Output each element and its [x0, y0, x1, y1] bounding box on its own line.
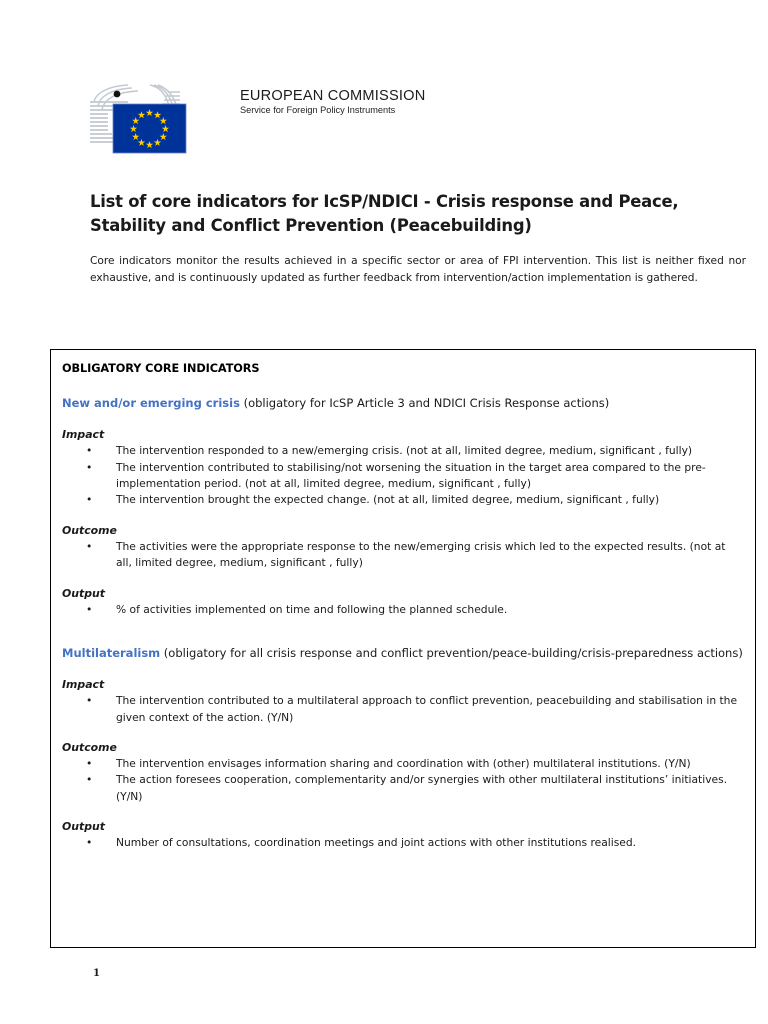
group-impact — [62, 678, 744, 726]
section-title — [62, 395, 744, 412]
indicator-list — [62, 602, 744, 618]
organisation-name: EUROPEAN COMMISSION — [240, 88, 426, 104]
list-item — [62, 492, 744, 508]
eu-flag-icon — [113, 104, 186, 153]
indicator-list — [62, 693, 744, 726]
indicator-text: The action foresees cooperation, complementarity and/or synergies with other multilateral institutions’ initiatives. (Y/N) — [116, 773, 728, 803]
bullet-icon: • — [86, 539, 93, 553]
group-impact — [62, 428, 744, 509]
indicator-list — [62, 835, 744, 851]
level-label: Impact — [62, 678, 105, 692]
european-commission-logo — [88, 82, 233, 154]
level-label: Impact — [62, 428, 105, 442]
level-label: Outcome — [62, 740, 117, 754]
indicator-text: The intervention contributed to a multilateral approach to conflict prevention, peacebuilding and stabilisation in the given context of the action. (Y/N) — [116, 694, 738, 724]
level-label: Output — [62, 586, 105, 600]
section-name: New and/or emerging crisis — [62, 396, 240, 410]
bullet-icon: • — [86, 694, 93, 708]
bullet-icon: • — [86, 773, 93, 787]
list-item — [62, 460, 744, 493]
indicator-list — [62, 539, 744, 572]
indicator-text: The intervention brought the expected change. (not at all, limited degree, medium, significant , fully) — [116, 493, 660, 507]
bullet-icon: • — [86, 756, 93, 770]
indicator-list — [62, 443, 744, 509]
indicator-list — [62, 756, 744, 805]
bullet-icon: • — [86, 460, 93, 474]
indicator-text: The activities were the appropriate response to the new/emerging crisis which led to the expected results. (not at all, limited degree, medium, significant , fully) — [116, 539, 726, 570]
ec-wordmark — [240, 88, 425, 116]
bullet-icon: • — [86, 444, 93, 458]
section-spacer — [62, 633, 744, 645]
group-output — [62, 587, 744, 618]
indicator-text: The intervention envisages information sharing and coordination with (other) multilateral institutions. (Y/N) — [116, 756, 691, 770]
bullet-icon: • — [86, 602, 93, 616]
box-heading: OBLIGATORY CORE INDICATORS — [62, 362, 260, 375]
indicator-text: Number of consultations, coordination meetings and joint actions with other institutions realised. — [116, 836, 637, 849]
service-name: Service for Foreign Policy Instruments — [240, 105, 396, 116]
list-item — [62, 756, 744, 772]
list-item — [62, 602, 744, 618]
indicator-text: The intervention contributed to stabilising/not worsening the situation in the target area compared to the pre-implementation period. (not at all, limited degree, medium, significant , fully) — [116, 460, 706, 490]
list-item — [62, 443, 744, 459]
section-new-emerging-crisis — [62, 395, 744, 618]
logo-dot — [114, 91, 121, 98]
page-title: List of core indicators for IcSP/NDICI - Crisis response and Peace, Stability and Conflict Prevention (Peacebuilding) — [90, 192, 679, 236]
section-title — [62, 645, 744, 662]
list-item — [62, 835, 744, 851]
indicator-text: The intervention responded to a new/emerging crisis. (not at all, limited degree, medium, significant , fully) — [116, 444, 693, 458]
level-label: Outcome — [62, 523, 117, 537]
list-item — [62, 539, 744, 572]
group-outcome — [62, 524, 744, 572]
section-multilateralism — [62, 645, 744, 852]
group-outcome — [62, 741, 744, 805]
section-qualifier: (obligatory for IcSP Article 3 and NDICI Crisis Response actions) — [239, 396, 610, 410]
level-label: Output — [62, 820, 105, 833]
obligatory-core-indicators-box — [50, 349, 756, 948]
indicator-text: % of activities implemented on time and following the planned schedule. — [116, 602, 508, 616]
section-qualifier: (obligatory for all crisis response and conflict prevention/peace-building/crisis-preparedness actions) — [160, 645, 743, 660]
intro-paragraph: Core indicators monitor the results achieved in a specific sector or area of FPI intervention. This list is neither fixed nor exhaustive, and is continuously updated as further feedback from intervention/action implementation is gathered. — [90, 255, 746, 285]
document-header — [88, 82, 708, 162]
list-item — [62, 772, 744, 805]
list-item — [62, 693, 744, 726]
bullet-icon: • — [86, 493, 93, 507]
section-name: Multilateralism — [62, 645, 161, 660]
group-output — [62, 820, 744, 851]
bullet-icon: • — [86, 836, 93, 849]
page-number: 1 — [93, 968, 100, 979]
